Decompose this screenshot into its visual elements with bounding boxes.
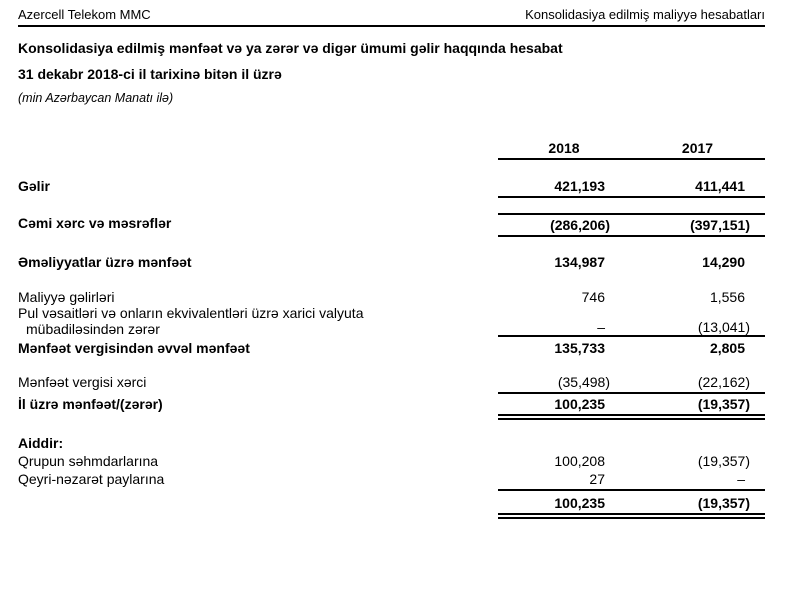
company-name: Azercell Telekom MMC: [18, 7, 151, 22]
row-label: Cəmi xərc və məsrəflər: [18, 215, 172, 231]
row-label: Gəlir: [18, 178, 50, 194]
value-2017: (19,357): [697, 453, 750, 469]
value-2018: 134,987: [554, 254, 605, 270]
table-row: [18, 178, 765, 198]
value-2018: 100,208: [554, 453, 605, 469]
table-row: [18, 254, 765, 270]
value-2017: (397,151): [690, 217, 750, 233]
value-2017: (13,041): [697, 319, 750, 335]
income-statement-table: [18, 140, 765, 515]
row-label: Əməliyyatlar üzrə mənfəət: [18, 254, 192, 270]
report-set-name: Konsolidasiya edilmiş maliyyə hesabatları: [525, 7, 765, 22]
value-2018: 100,235: [554, 495, 605, 511]
row-label: Qrupun səhmdarlarına: [18, 453, 159, 469]
value-2017: (19,357): [697, 495, 750, 511]
value-2017: 14,290: [702, 254, 745, 270]
row-label: [18, 495, 498, 515]
value-2017: –: [737, 471, 745, 487]
value-2018: (35,498): [557, 374, 610, 390]
table-row: [18, 289, 765, 305]
value-2018: 421,193: [554, 178, 605, 194]
value-2017: (22,162): [697, 374, 750, 390]
value-2018: 27: [589, 471, 605, 487]
table-row: [18, 374, 765, 394]
column-header-2017: 2017: [681, 140, 714, 156]
value-2018: 135,733: [554, 340, 605, 356]
row-label: [18, 305, 498, 337]
row-label-line1: Pul vəsaitləri və onların ekvivalentləri üzrə xarici valyuta: [18, 305, 364, 321]
row-label: Mənfəət vergisindən əvvəl mənfəət: [18, 340, 250, 356]
value-2018: –: [597, 319, 605, 335]
value-2018: (286,206): [550, 217, 610, 233]
column-header-2018: 2018: [548, 140, 580, 156]
value-2017: 2,805: [709, 340, 745, 356]
table-row: [18, 213, 765, 237]
table-header-row: [18, 140, 765, 160]
table-row: [18, 396, 765, 416]
row-label: İl üzrə mənfəət/(zərər): [18, 396, 163, 412]
table-total-row: [18, 495, 765, 515]
row-label: Maliyyə gəlirləri: [18, 289, 115, 305]
value-2018: 100,235: [554, 396, 605, 412]
table-row: [18, 340, 765, 356]
table-row: [18, 453, 765, 469]
value-2018: 746: [581, 289, 605, 305]
value-2017: 411,441: [695, 178, 745, 194]
row-label: Qeyri-nəzarət paylarına: [18, 471, 165, 487]
row-label: Mənfəət vergisi xərci: [18, 374, 147, 390]
value-2017: 1,556: [709, 289, 745, 305]
statement-period: 31 dekabr 2018-ci il tarixinə bitən il üzrə: [18, 66, 282, 82]
row-label: Aiddir:: [18, 435, 64, 451]
row-label-line2: mübadiləsindən zərər: [26, 321, 160, 337]
currency-note: (min Azərbaycan Manatı ilə): [18, 91, 174, 105]
table-row: [18, 305, 765, 337]
row-label: [18, 140, 498, 160]
running-header: [18, 7, 765, 27]
table-section-row: [18, 435, 765, 451]
value-2017: (19,357): [697, 396, 750, 412]
statement-title: Konsolidasiya edilmiş mənfəət və ya zərər və digər ümumi gəlir haqqında hesabat: [18, 40, 563, 56]
table-row: [18, 471, 765, 491]
